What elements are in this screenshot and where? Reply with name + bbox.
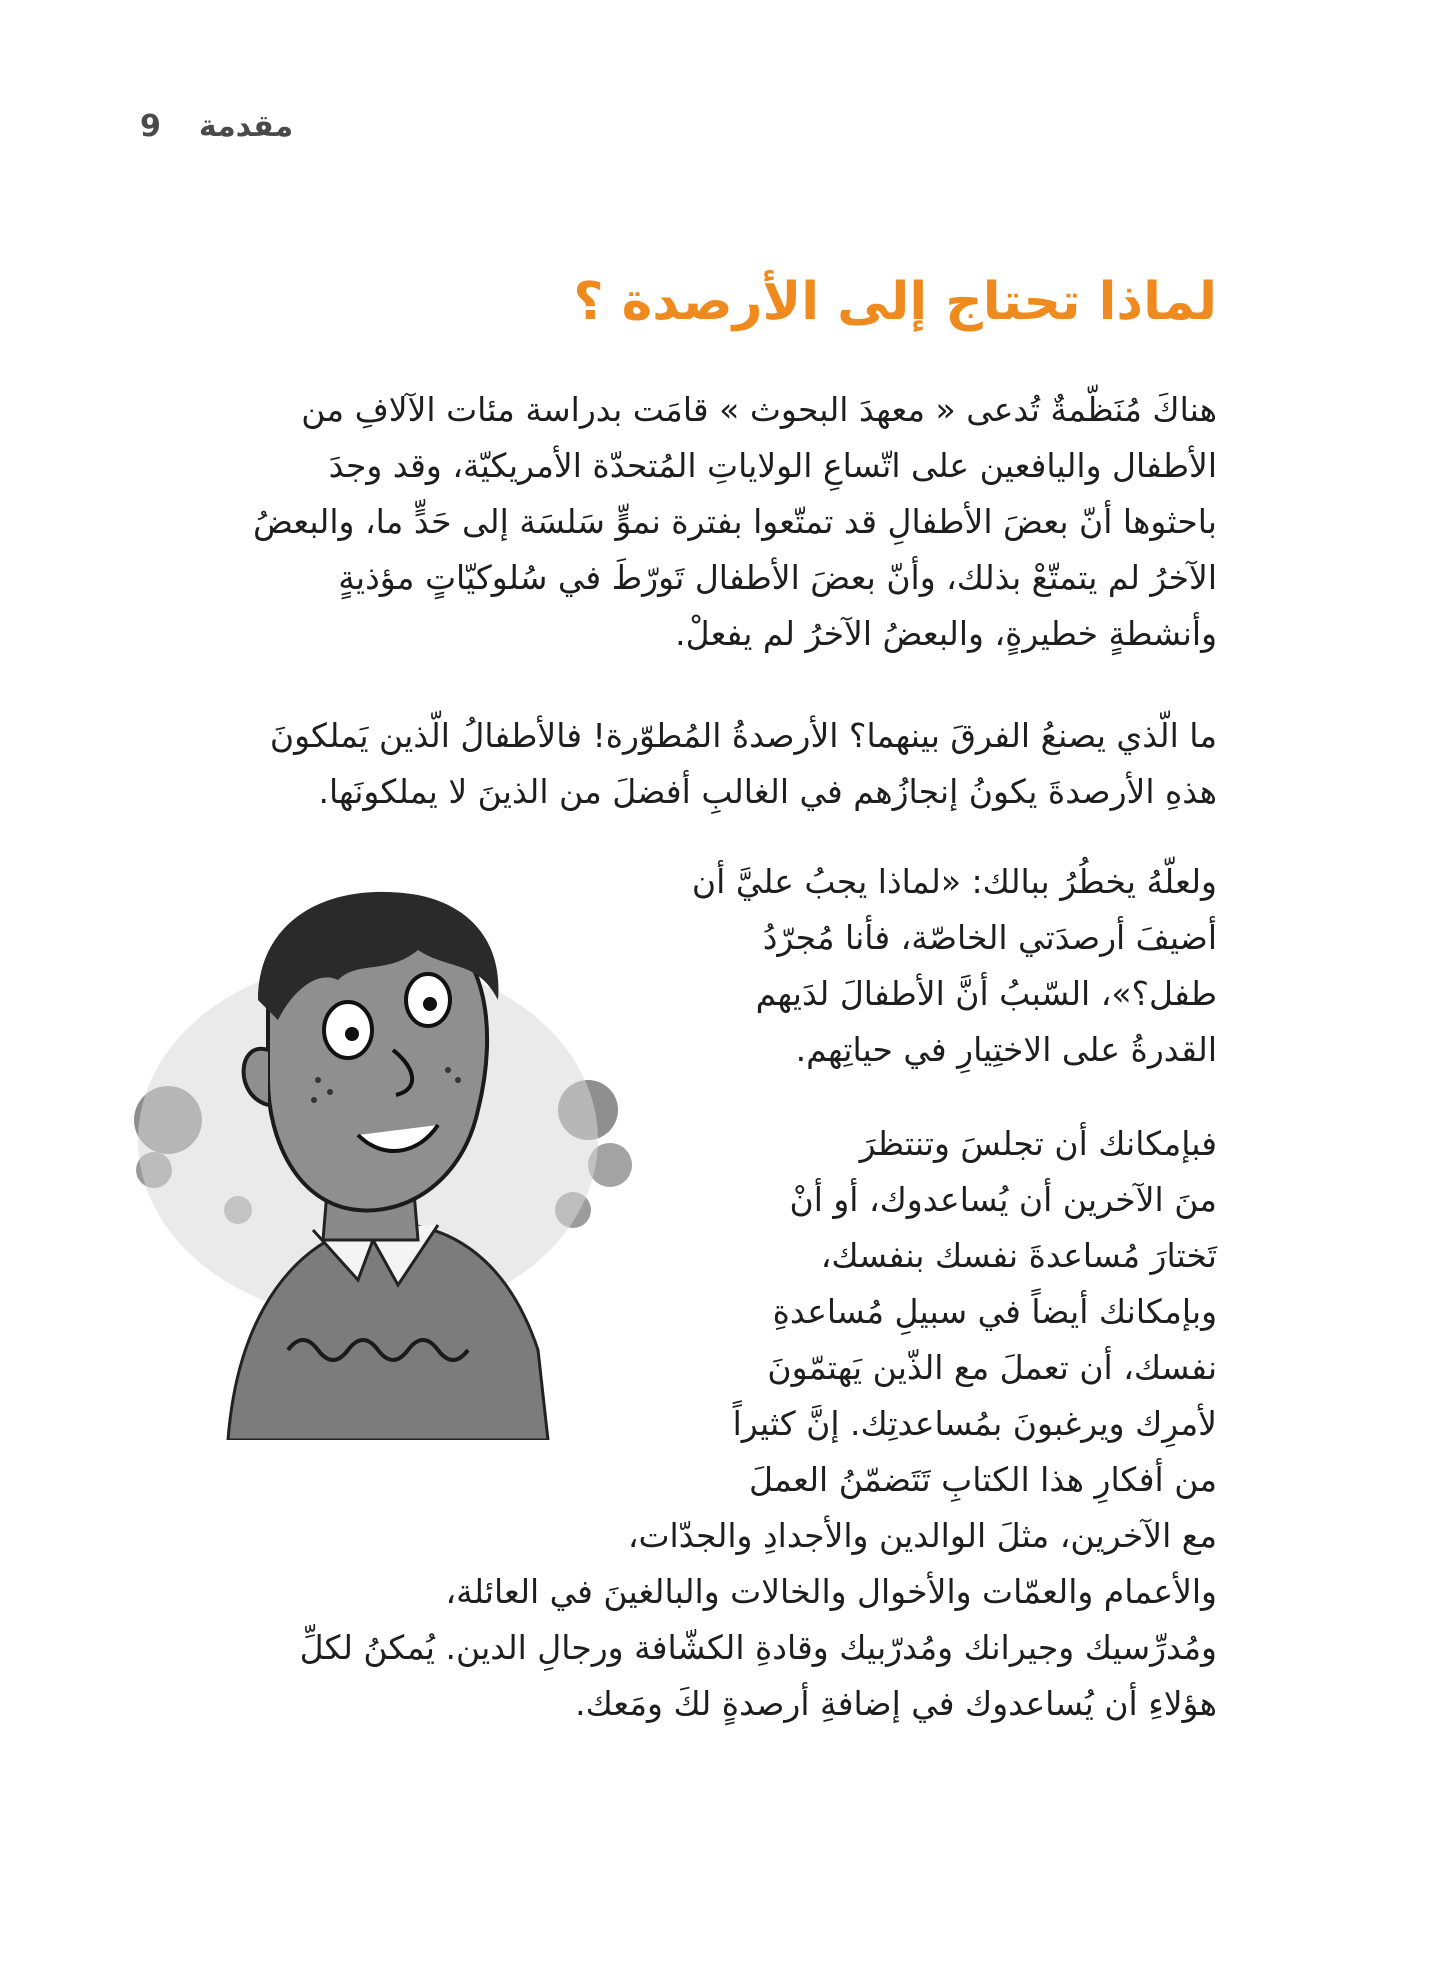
paragraph-help-yourself [657, 1116, 1217, 1508]
paragraph-help-yourself-end [217, 1564, 1217, 1732]
paragraph-help-yourself-cont [357, 1508, 1217, 1564]
text-line: الآخرُ لم يتمتّعْ بذلك، وأنّ بعضَ الأطفال تَورّطَ في سُلوكيّاتٍ مؤذيةٍ [338, 558, 1217, 597]
text-line: وبإمكانك أيضاً في سبيلِ مُساعدةِ [772, 1292, 1217, 1331]
section-title: لماذا تحتاج إلى الأرصدة ؟ [573, 272, 1217, 332]
text-line: ولعلّهُ يخطُرُ ببالك: «لماذا يجبُ عليَّ أن [691, 862, 1217, 901]
text-line: هؤلاءِ أن يُساعدوك في إضافةِ أرصدةٍ لكَ ومَعك. [575, 1684, 1217, 1723]
page-number: 9 [140, 108, 161, 144]
paragraph-research [217, 382, 1217, 662]
text-line: تَختارَ مُساعدةَ نفسك بنفسك، [820, 1236, 1217, 1275]
boy-illustration [118, 880, 638, 1440]
text-line: من أفكارِ هذا الكتابِ تَتَضمّنُ العملَ [749, 1460, 1217, 1499]
text-line: ما الّذي يصنعُ الفرقَ بينهما؟ الأرصدةُ المُطوّرة! فالأطفالُ الّذين يَملكونَ [269, 716, 1217, 755]
text-line: لأمرِك ويرغبونَ بمُساعدتِك. إنَّ كثيراً [732, 1404, 1217, 1443]
paragraph-difference [217, 708, 1217, 820]
text-line: الأطفال واليافعين على اتّساعِ الولاياتِ المُتحدّة الأمريكيّة، وقد وجدَ [328, 446, 1217, 485]
text-line: وأنشطةٍ خطيرةٍ، والبعضُ الآخرُ لم يفعلْ. [675, 614, 1217, 653]
text-line: أضيفَ أرصدَتي الخاصّة، فأنا مُجرّدُ [762, 918, 1217, 957]
text-line: هذهِ الأرصدةَ يكونُ إنجازُهم في الغالبِ أفضلَ من الذينَ لا يملكونَها. [318, 772, 1217, 811]
text-line: منَ الآخرين أن يُساعدوك، أو أنْ [789, 1180, 1217, 1219]
text-line: باحثوها أنّ بعضَ الأطفالِ قد تمتّعوا بفترة نموٍّ سَلسَة إلى حَدٍّ ما، والبعضُ [253, 502, 1217, 541]
text-line: ومُدرِّسيك وجيرانك ومُدرّبيك وقادةِ الكشّافة ورجالِ الدين. يُمكنُ لكلِّ [299, 1628, 1217, 1667]
text-line: طفل؟»، السّببُ أنَّ الأطفالَ لدَيهم [755, 974, 1217, 1013]
running-header [140, 104, 340, 148]
text-line: نفسك، أن تعملَ مع الذّين يَهتمّونَ [767, 1348, 1217, 1387]
text-line: القدرةُ على الاختِيارِ في حياتِهم. [795, 1030, 1217, 1069]
text-line: هناكَ مُنَظّمةٌ تُدعى « معهدَ البحوث » قامَت بدراسة مئات الآلافِ من [301, 390, 1217, 429]
text-line: فبإمكانك أن تجلسَ وتنتظرَ [859, 1124, 1217, 1163]
chapter-name: مقدمة [198, 108, 294, 144]
text-line: مع الآخرين، مثلَ الوالدين والأجدادِ والجدّات، [627, 1516, 1217, 1555]
text-line: والأعمام والعمّات والأخوال والخالات والبالغينَ في العائلة، [445, 1572, 1217, 1611]
paragraph-why-me [657, 854, 1217, 1078]
